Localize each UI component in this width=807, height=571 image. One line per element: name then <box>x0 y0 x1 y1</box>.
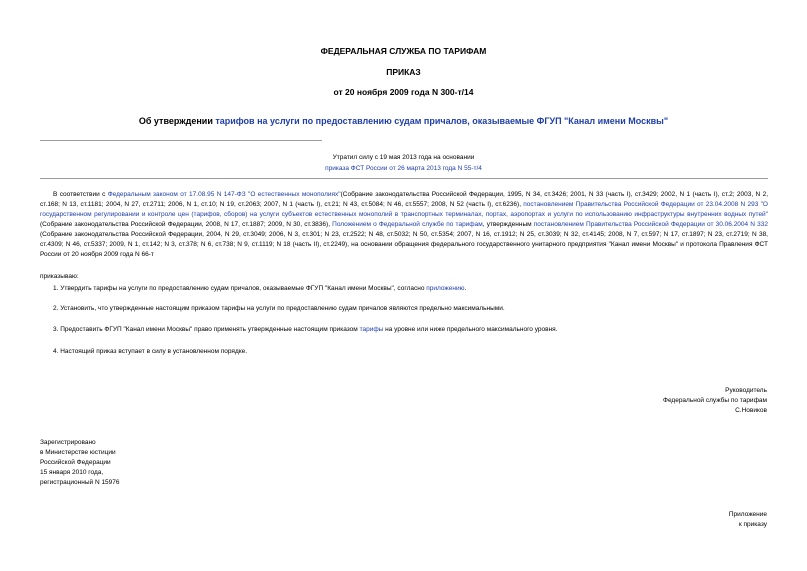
signature-agency: Федеральной службы по тарифам <box>663 397 767 404</box>
status-line-1: Утратил силу с 19 мая 2013 года на основании <box>332 154 475 161</box>
repeal-order-link[interactable]: приказа ФСТ России от 26 марта 2013 года N 55-т/4 <box>325 165 482 172</box>
order-word: приказываю: <box>40 273 79 280</box>
status-line-2 <box>0 164 807 173</box>
registration-block <box>40 438 120 488</box>
registration-line-1: Зарегистрировано <box>40 439 96 446</box>
preamble-paragraph <box>40 190 768 260</box>
agency-name: ФЕДЕРАЛЬНАЯ СЛУЖБА ПО ТАРИФАМ <box>320 46 487 56</box>
preamble-text-3: (Собрание законодательства Российской Федерации, 2008, N 17, ст.1887; 2009, N 30, ст.3836), <box>40 221 333 228</box>
federal-law-link[interactable]: Федеральным законом от 17.08.95 N 147-ФЗ "О естественных монополиях" <box>107 191 341 198</box>
appendix-link[interactable]: приложению <box>426 285 465 292</box>
appendix-subtitle: к приказу <box>738 521 767 528</box>
tariffs-link[interactable]: тарифы <box>359 326 384 333</box>
document-date-number: от 20 ноября 2009 года N 300-т/14 <box>333 87 474 97</box>
signature-name: С.Новиков <box>735 407 767 414</box>
appendix-title: Приложение <box>728 511 767 518</box>
registration-line-3: Российской Федерации <box>40 459 111 466</box>
order-item-1-text: 1. Утвердить тарифы на услуги по предоставлению судам причалов, оказываемые ФГУП "Канал имени Москвы", согласно <box>53 285 427 292</box>
order-item-3-end: на уровне или ниже предельного максимального уровня. <box>383 326 558 333</box>
order-item-3 <box>53 325 768 334</box>
registration-line-5: регистрационный N 15976 <box>40 479 120 486</box>
document-title <box>0 116 807 127</box>
government-decree-332-link[interactable]: постановлением Правительства Российской Федерации от 30.06.2004 N 332 <box>533 221 768 228</box>
preamble-text-1: В соответствии с <box>53 191 108 198</box>
registration-line-2: в Министерстве юстиции <box>40 449 116 456</box>
short-divider <box>40 140 322 141</box>
order-item-1-end: . <box>464 285 467 292</box>
order-item-3-text: 3. Предоставить ФГУП "Канал имени Москвы" право применять утвержденные настоящим приказом <box>53 326 360 333</box>
document-type: ПРИКАЗ <box>386 67 421 77</box>
long-divider <box>40 178 768 179</box>
signature-position: Руководитель <box>725 387 767 394</box>
fst-regulation-link[interactable]: Положением о Федеральной службе по тарифам <box>332 221 483 228</box>
appendix-block <box>729 510 767 530</box>
government-decree-293-link[interactable]: постановлением Правительства Российской Федерации от 23.04.2008 N 293 "О государственном регулировании и контроле цен (тарифов, сборов) на услуги субъектов естественных монополий в транспортных терминалах, портах, аэропортах и услуги по использованию инфраструктуры внутренних водных путей" <box>40 201 768 218</box>
document-title-link[interactable]: тарифов на услуги по предоставлению судам причалов, оказываемые ФГУП "Канал имени Москвы" <box>215 116 669 126</box>
order-item-1 <box>53 284 768 293</box>
order-item-4: 4. Настоящий приказ вступает в силу в установленном порядке. <box>53 348 248 355</box>
preamble-text-4: , утвержденным <box>482 221 534 228</box>
signature-block <box>663 386 767 416</box>
document-title-prefix: Об утверждении <box>138 116 216 126</box>
registration-line-4: 15 января 2010 года, <box>40 469 104 476</box>
preamble-text-2: (Собрание законодательства Российской Федерации, 1995, N 34, ст.3426; 2001, N 33 (часть I), ст.3429; 2002, N 1 (часть I), ст.2; 2003, N 2, ст.168; N 13, ст.1181; 2004, N 27, ст.2711; 2006, N 1, ст.10; N 19, ст.2063; 2007, N 1 (часть I), ст.21; N 43, ст.5084; N 46, ст.5557; 2008, N 52 (часть I), ст.6236), <box>40 191 769 208</box>
preamble-text-5: (Собрание законодательства Российской Федерации, 2004, N 29, ст.3049; 2006, N 3, ст.301; N 23, ст.2522; N 48, ст.5032; N 50, ст.5354; 2007, N 16, ст.1912; N 25, ст.3039; N 32, ст.4145; 2008, N 7, ст.597; N 17, ст.1897; N 23, ст.2719; N 38, ст.4309; N 46, ст.5337; 2009, N 1, ст.142; N 3, ст.378; N 6, ст.738; N 9, ст.1119; N 18 (часть II), ст.2249), на основании обращения федерального государственного унитарного предприятия "Канал имени Москвы" и протокола Правления ФСТ России от 20 ноября 2009 года N 66-т <box>40 231 768 258</box>
order-item-2: 2. Установить, что утвержденные настоящим приказом тарифы на услуги по предоставлению судам причалов являются предельно максимальными. <box>53 305 505 312</box>
